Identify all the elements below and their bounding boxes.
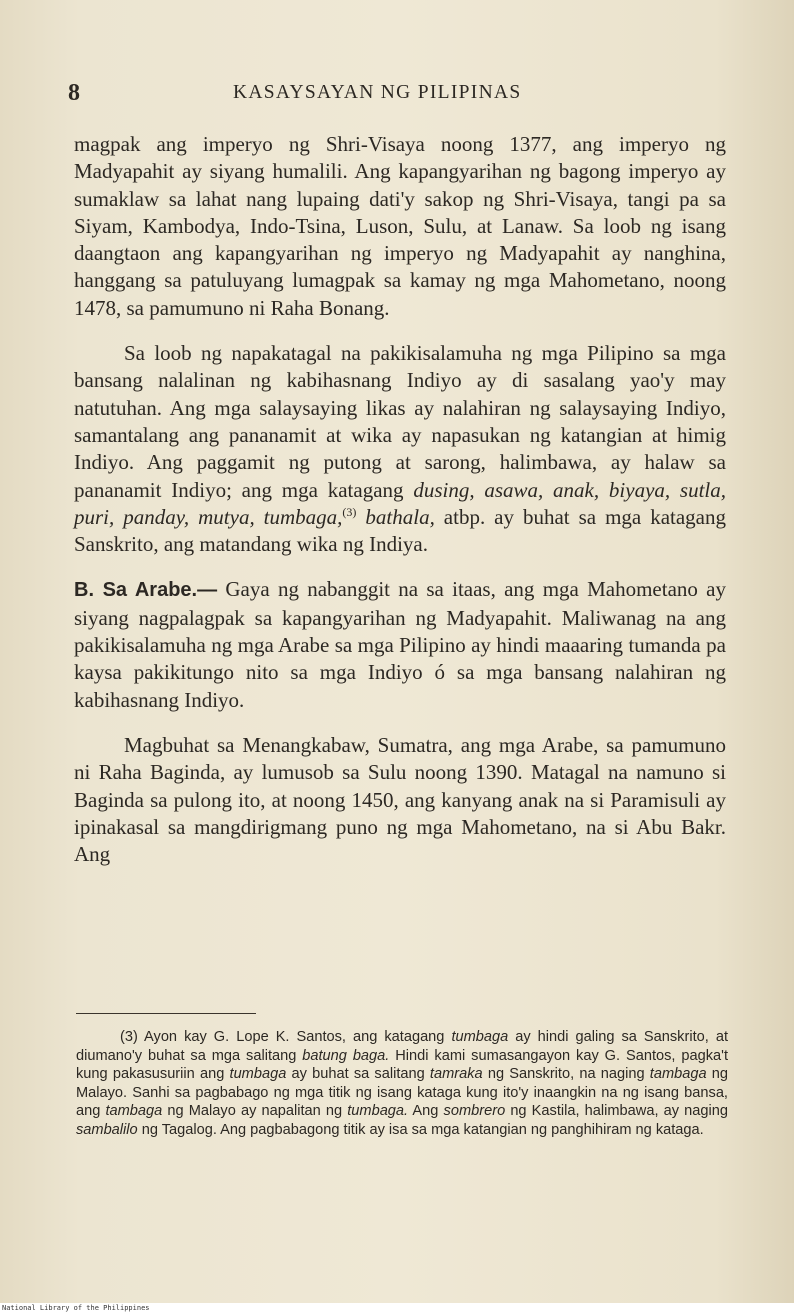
page-header [68,80,728,110]
paragraph-4: Magbuhat sa Menangkabaw, Sumatra, ang mga Arabe, sa pamumuno ni Raha Baginda, ay lumusob sa Sulu noong 1390. Matagal na namuno si Baginda sa pulong ito, at noong 1450, ang kanyang anak na si Paramisuli ay ipinakasal sa mangdirigmang puno ng mga Mahometano, na si Abu Bakr. Ang [74,732,726,867]
sanskrit-word-bathala: bathala, [365,504,435,529]
paragraph-1: magpak ang imperyo ng Shri-Visaya noong 1377, ang imperyo ng Madyapahit ay siyang humalili. Ang kapangyarihan ng bagong imperyo ay sumaklaw sa lahat nang lupaing dati'y sakop ng Shri-Visaya, tangi pa sa Siyam, Kambodya, Indo-Tsina, Luson, Sulu, at Lanaw. Sa loob ng isang daangtaon ang kapangyarihan ng imperyo ng Madyapahit ay nanghina, hanggang sa patuluyang lumagpak sa kamay ng mga Mahometano, noong 1478, sa pamumuno ni Raha Bonang. [74,132,726,320]
footnote-italic: tumbaga. [347,1103,409,1120]
footnote-text: ay buhat sa salitang [286,1066,430,1083]
running-head: KASAYSAYAN NG PILIPINAS [233,82,522,103]
footnote-marker: (3) [120,1029,138,1045]
footnote-text: ay hindi galing sa Sanskrito, at diumano'y buhat sa mga salitang [76,1029,728,1064]
footnote-divider [76,1013,256,1014]
footnote-italic: tambaga [105,1103,163,1120]
footnote-italic: tamraka [429,1066,483,1083]
footnote-italic: tumbaga [229,1066,287,1083]
footnote-text: ng Sanskrito, na naging [482,1066,650,1083]
page-number: 8 [68,80,80,106]
paragraph-2-text: Sa loob ng napakatagal na pakikisalamuha ng mga Pilipino sa mga bansang nalalinan ng kabihasnang Indiyo ay di sasalang yao'y may natutuhan. Ang mga salaysaying likas ay nalahiran ng salaysaying Indiyo, samantalang ang pananamit at wika ay napasukan ng katangian at himig Indiyo. Ang paggamit ng putong at sarong, halimbawa, ay halaw sa pananamit Indiyo; ang mga katagang [74,341,726,502]
footnote-text: ng Malayo. Sanhi sa pagbabago ng mga titik ng isang kataga kung ito'y inaangkin na ng isang bansa, ang [76,1066,729,1120]
footnote-text: Ang [408,1103,444,1120]
paragraph-2 [74,340,726,558]
footnote-text: ng Tagalog. Ang pagbabagong titik ay isa sa mga katangian ng panghihiram ng kataga. [137,1121,704,1138]
footnote-italic: sambalilo [76,1121,138,1138]
paragraph-3 [74,576,726,713]
sanskrit-words: dusing, asawa, anak, biyaya, sutla, puri, panday, mutya, tumbaga, [74,477,727,529]
library-credit: National Library of the Philippines [2,1304,150,1312]
footnote-text: Ayon kay G. Lope K. Santos, ang katagang [137,1029,452,1045]
footnote-text: ng Malayo ay napalitan ng [162,1103,348,1120]
footnote-text: ng Kastila, halimbawa, ay naging [505,1103,728,1120]
footnote-text: Hindi kami sumasangayon kay G. Santos, pagka't kung pakasusuriin ang [76,1047,728,1083]
footnote-italic: batung baga. [302,1047,390,1064]
footnote [76,1028,728,1140]
section-heading: B. Sa Arabe.— [74,579,218,602]
footnote-reference[interactable]: (3) [342,504,357,519]
paragraph-2-end: atbp. ay buhat sa mga katagang Sanskrito, ang matandang wika ng Indiya. [74,504,727,557]
body-text [74,131,726,886]
footnote-italic: tumbaga [451,1029,509,1045]
footnote-italic: tambaga [649,1066,707,1083]
paragraph-3-text: Gaya ng nabanggit na sa itaas, ang mga Mahometano ay siyang nagpalagpak sa kapangyarihan ng Madyapahit. Maliwanag na ang pakikisalamuha ng mga Arabe sa mga Pilipino ay hindi maaaring tumanda pa kaysa pakikitungo nito sa mga Indiyo ó sa mga bansang nalahiran ng kabihasnang Indiyo. [74,577,726,712]
footnote-italic: sombrero [443,1103,506,1120]
